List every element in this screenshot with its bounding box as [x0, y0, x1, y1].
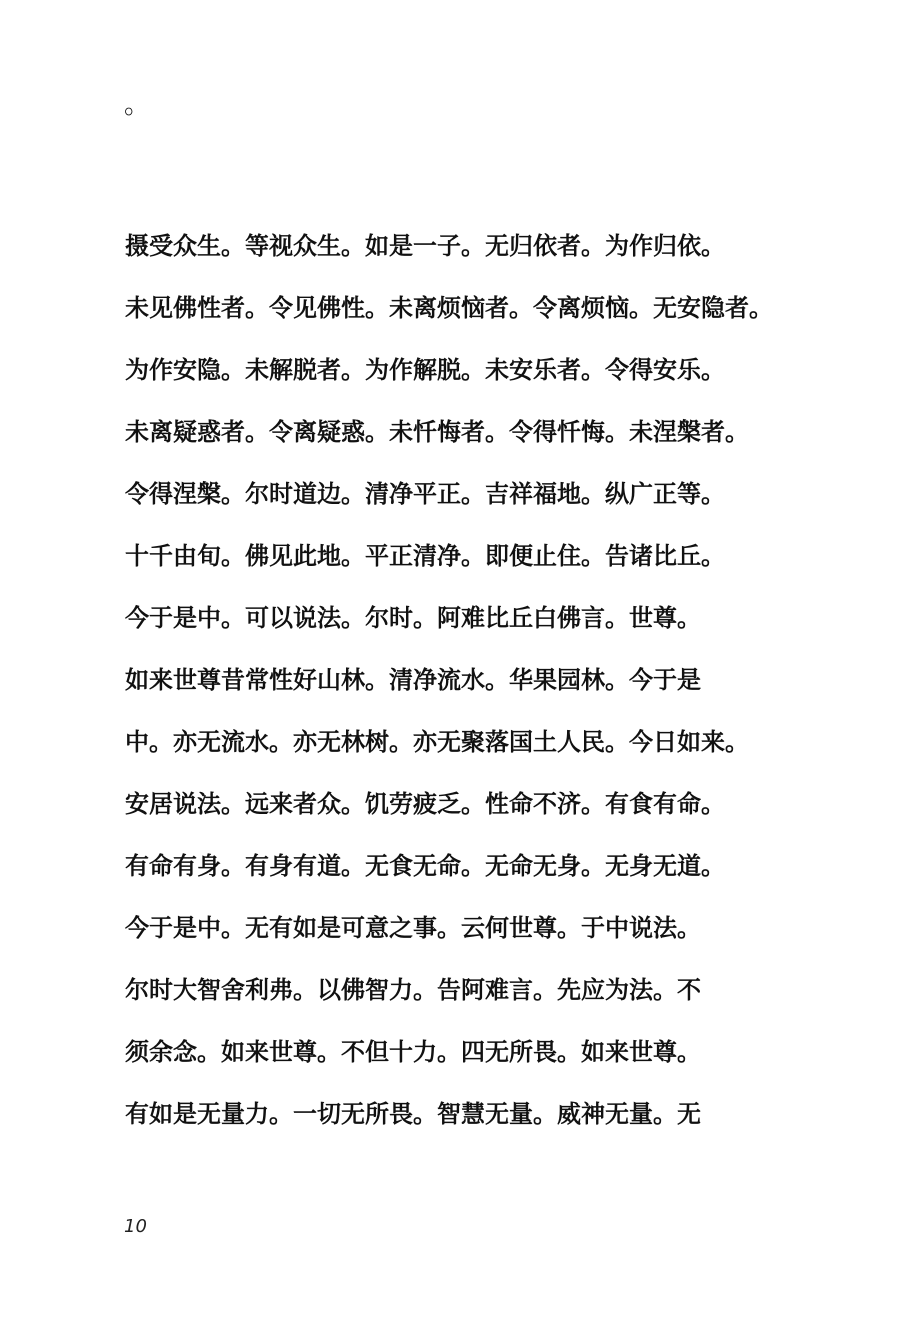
text-line: 如来世尊昔常性好山林。清净流水。华果园林。今于是	[125, 665, 701, 694]
text-line: 有命有身。有身有道。无食无命。无命无身。无身无道。	[125, 851, 725, 880]
text-line: 有如是无量力。一切无所畏。智慧无量。威神无量。无	[125, 1099, 701, 1128]
text-line: 须余念。如来世尊。不但十力。四无所畏。如来世尊。	[125, 1037, 701, 1066]
text-line: 尔时大智舍利弗。以佛智力。告阿难言。先应为法。不	[125, 975, 701, 1004]
text-line: 今于是中。无有如是可意之事。云何世尊。于中说法。	[125, 913, 701, 942]
text-line: 中。亦无流水。亦无林树。亦无聚落国土人民。今日如来。	[125, 727, 749, 756]
text-line: 未离疑惑者。令离疑惑。未忏悔者。令得忏悔。未涅槃者。	[125, 417, 749, 446]
text-line: 未见佛性者。令见佛性。未离烦恼者。令离烦恼。无安隐者。	[125, 293, 773, 322]
text-line: 摄受众生。等视众生。如是一子。无归依者。为作归依。	[125, 231, 725, 260]
text-line: 十千由旬。佛见此地。平正清净。即便止住。告诸比丘。	[125, 541, 725, 570]
body-text	[125, 226, 785, 1156]
page-number: 10	[124, 1216, 147, 1237]
text-line: 为作安隐。未解脱者。为作解脱。未安乐者。令得安乐。	[125, 355, 725, 384]
text-line: 今于是中。可以说法。尔时。阿难比丘白佛言。世尊。	[125, 603, 701, 632]
text-line: 安居说法。远来者众。饥劳疲乏。性命不济。有食有命。	[125, 789, 725, 818]
text-line: 令得涅槃。尔时道边。清净平正。吉祥福地。纵广正等。	[125, 479, 725, 508]
lead-punctuation-mark: 。	[124, 90, 151, 120]
